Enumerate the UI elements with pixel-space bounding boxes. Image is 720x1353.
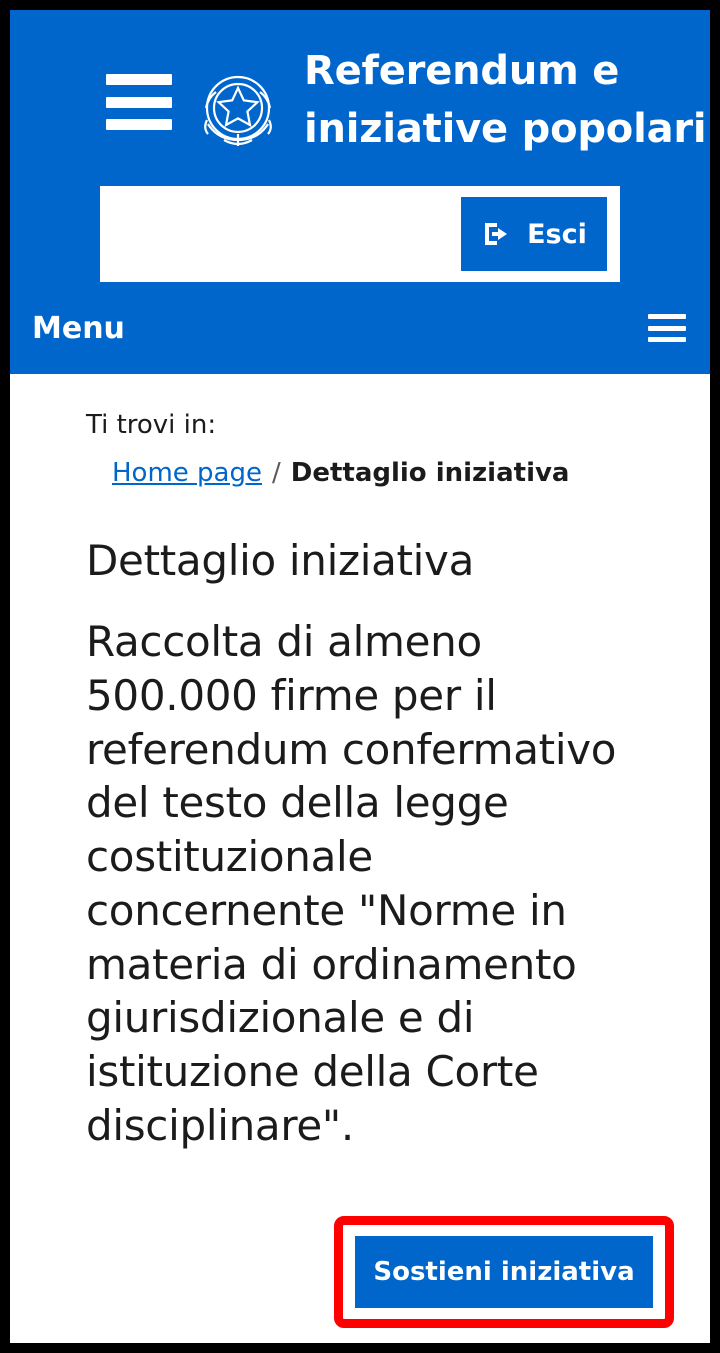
- secondary-menu-hamburger-icon[interactable]: [648, 314, 686, 342]
- hamburger-bar: [106, 119, 172, 130]
- cta-highlight-box: [334, 1216, 674, 1328]
- logout-button[interactable]: [461, 197, 607, 271]
- breadcrumb-intro: Ti trovi in:: [86, 410, 217, 440]
- logout-icon: [481, 219, 513, 249]
- logout-label: Esci: [527, 218, 587, 250]
- emblem-of-italy-icon: [194, 62, 282, 166]
- hamburger-bar: [648, 337, 686, 342]
- breadcrumb-home-link[interactable]: Home page: [112, 458, 262, 488]
- mobile-screen: [10, 10, 710, 1343]
- support-initiative-button[interactable]: Sostieni iniziativa: [353, 1234, 655, 1310]
- breadcrumb-separator: /: [271, 458, 281, 488]
- menu-label: Menu: [32, 310, 125, 346]
- site-title: Referendum e iniziative popolari: [304, 48, 707, 152]
- initiative-description: Raccolta di almeno 500.000 firme per il referendum confermativo del testo della legge costituzionale concernente "Norme in materia di ordinamento giurisdizionale e di istituzione della Corte disciplinare".: [86, 617, 617, 1150]
- hamburger-bar: [648, 326, 686, 331]
- hamburger-bar: [106, 74, 172, 85]
- page-title: Dettaglio iniziativa: [86, 536, 475, 585]
- secondary-menu-bar[interactable]: [10, 282, 710, 374]
- hamburger-bar: [648, 314, 686, 319]
- main-content: [10, 374, 710, 1153]
- breadcrumb-current: Dettaglio iniziativa: [290, 458, 570, 488]
- search-bar[interactable]: [100, 186, 620, 282]
- hamburger-bar: [106, 97, 172, 108]
- main-menu-hamburger-icon[interactable]: [106, 74, 172, 130]
- site-header: [10, 10, 710, 374]
- header-top-row: [10, 10, 710, 166]
- breadcrumb: [112, 458, 634, 488]
